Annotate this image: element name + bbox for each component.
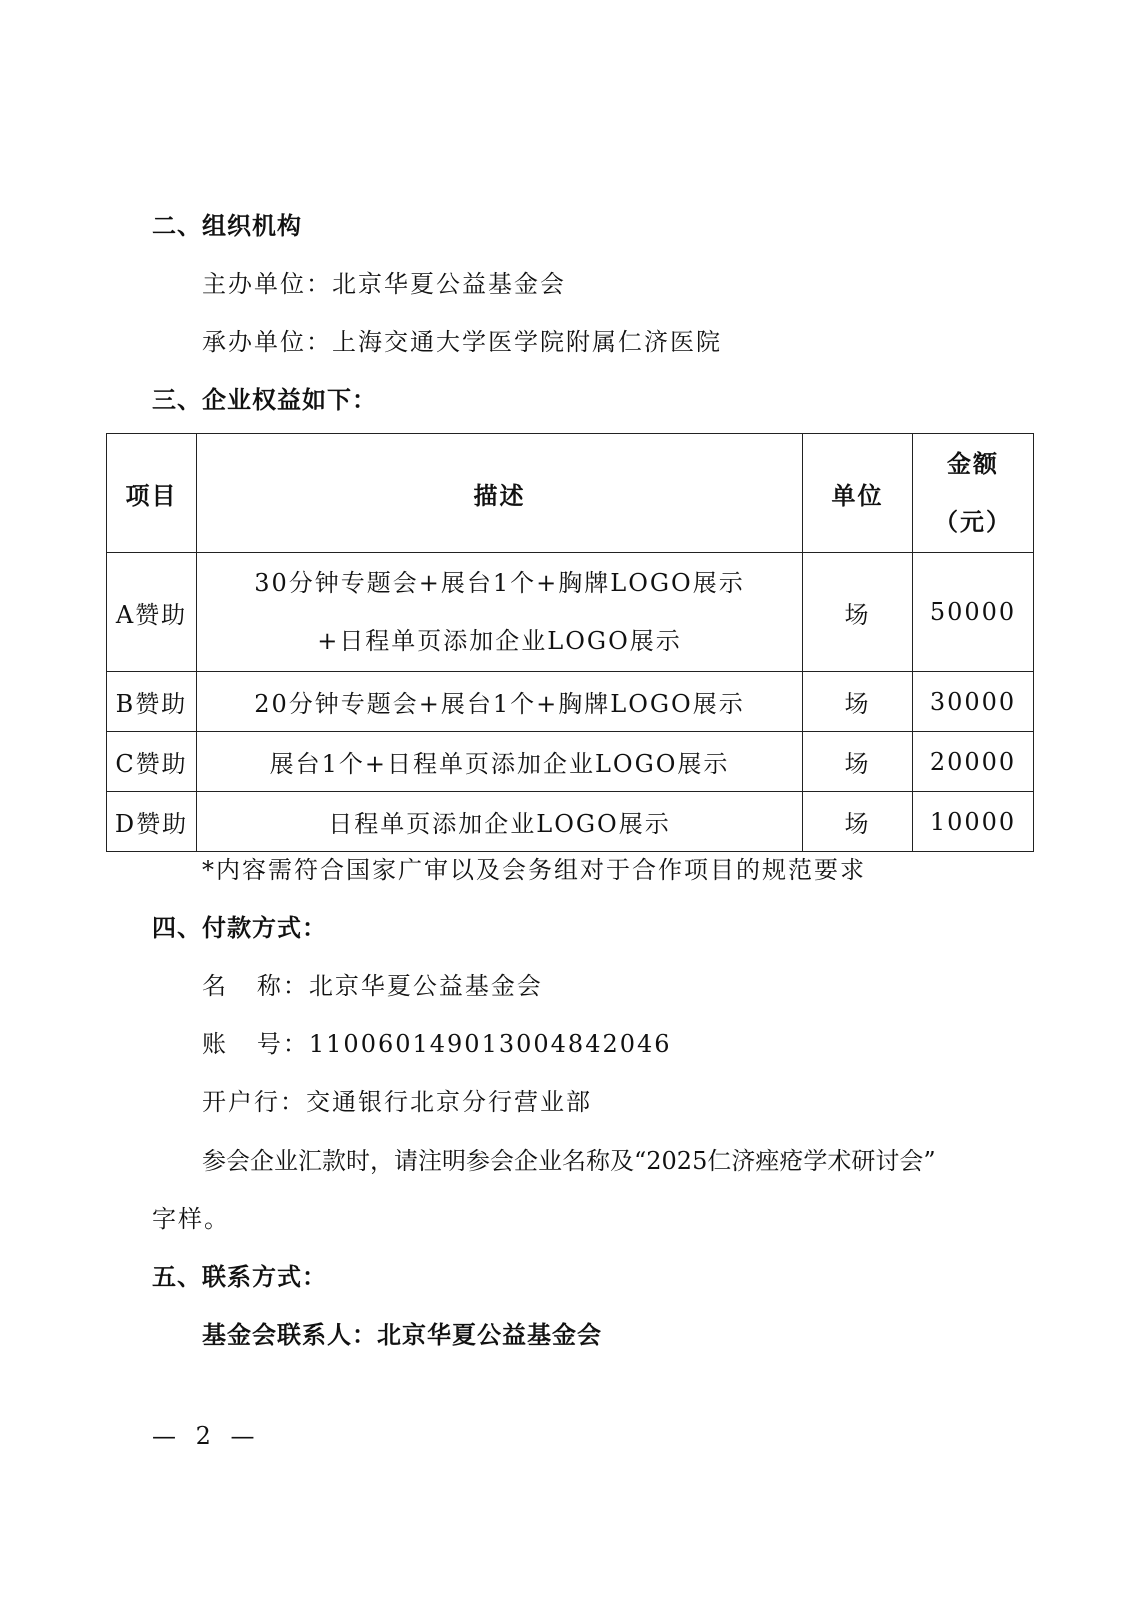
header-unit: 单位 (803, 434, 913, 553)
row-description: 日程单页添加企业LOGO展示 (197, 792, 803, 852)
row-unit: 场 (803, 672, 913, 732)
row-description: 20分钟专题会+展台1个+胸牌LOGO展示 (197, 672, 803, 732)
row-description: 展台1个+日程单页添加企业LOGO展示 (197, 732, 803, 792)
header-amount-line2: （元） (934, 508, 1012, 536)
compliance-note: *内容需符合国家广审以及会务组对于合作项目的规范要求 (202, 856, 866, 884)
table-row (107, 672, 1034, 732)
row-description-line2: +日程单页添加企业LOGO展示 (317, 627, 682, 655)
payee-name: 名 称：北京华夏公益基金会 (202, 972, 543, 1000)
header-amount-line1: 金额 (947, 450, 999, 478)
header-description: 描述 (197, 434, 803, 553)
row-item: C赞助 (107, 732, 197, 792)
row-amount: 30000 (913, 672, 1034, 732)
foundation-contact: 基金会联系人：北京华夏公益基金会 (202, 1321, 602, 1349)
header-amount (913, 434, 1034, 553)
bank-branch: 开户行：交通银行北京分行营业部 (202, 1088, 592, 1116)
row-amount: 20000 (913, 732, 1034, 792)
host-unit: 主办单位：北京华夏公益基金会 (202, 270, 566, 298)
section-5-heading: 五、联系方式： (152, 1263, 327, 1291)
section-4-heading: 四、付款方式： (152, 914, 327, 942)
table-row (107, 553, 1034, 672)
row-item: D赞助 (107, 792, 197, 852)
row-unit: 场 (803, 732, 913, 792)
benefits-table (106, 433, 1034, 852)
table-header-row (107, 434, 1034, 553)
table-row (107, 732, 1034, 792)
account-number: 账 号：110060149013004842046 (202, 1030, 672, 1058)
table-row (107, 792, 1034, 852)
row-unit: 场 (803, 553, 913, 672)
row-description (197, 553, 803, 672)
row-amount: 10000 (913, 792, 1034, 852)
section-2-heading: 二、组织机构 (152, 212, 302, 240)
row-item: B赞助 (107, 672, 197, 732)
row-unit: 场 (803, 792, 913, 852)
organizer-unit: 承办单位：上海交通大学医学院附属仁济医院 (202, 328, 722, 356)
remittance-remark-continued: 字样。 (152, 1205, 230, 1233)
row-amount: 50000 (913, 553, 1034, 672)
row-item: A赞助 (107, 553, 197, 672)
section-3-heading: 三、企业权益如下： (152, 386, 377, 414)
header-item: 项目 (107, 434, 197, 553)
remittance-remark: 参会企业汇款时，请注明参会企业名称及“2025仁济痤疮学术研讨会” (202, 1147, 936, 1175)
page-number: — 2 — (152, 1422, 261, 1450)
row-description-line1: 30分钟专题会+展台1个+胸牌LOGO展示 (254, 569, 745, 597)
